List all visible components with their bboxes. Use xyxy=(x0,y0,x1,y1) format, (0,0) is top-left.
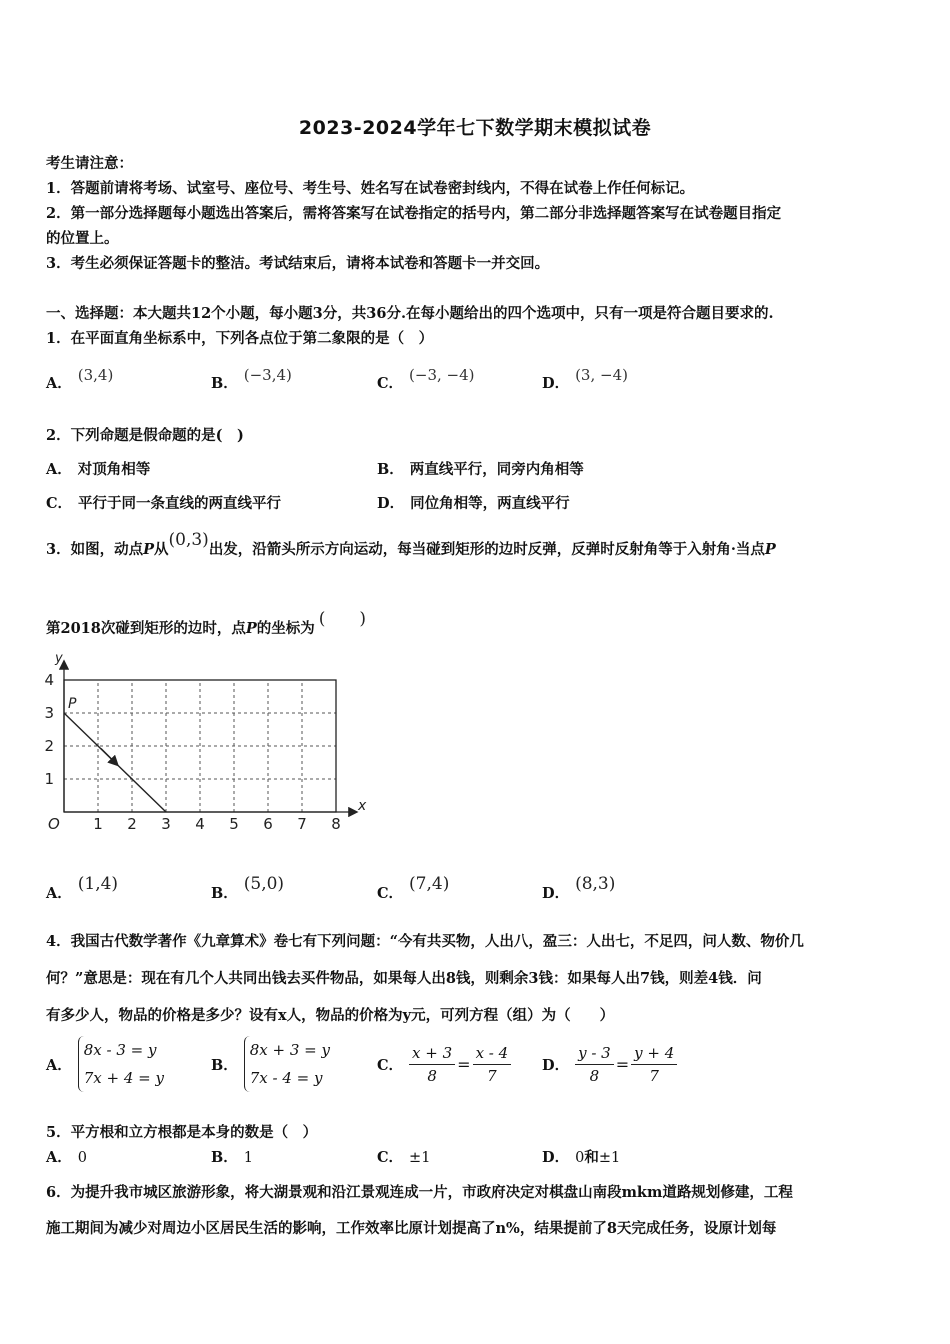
option-label: D． xyxy=(542,375,570,392)
option-label: A． xyxy=(46,885,72,902)
option-label: D． xyxy=(542,1057,570,1074)
q3-text: 出发，沿箭头所示方向运动，每当碰到矩形的边时反弹，反弹时反射角等于入射角 xyxy=(208,541,731,558)
x-axis-label: x xyxy=(358,798,367,814)
notice-item: 2．第一部分选择题每小题选出答案后，需将答案写在试卷指定的括号内，第二部分非选择题答案写在试卷题目指定 xyxy=(46,205,782,222)
y-tick-label: 3 xyxy=(44,704,54,722)
question-6-stem: 施工期间为减少对周边小区居民生活的影响，工作效率比原计划提高了n%，结果提前了8天完成任务，设原计划每 xyxy=(46,1220,777,1237)
option-value: (7,4) xyxy=(409,874,450,894)
q3-point-p: P xyxy=(245,620,257,637)
option-value: (−3, −4) xyxy=(409,366,475,384)
option-value: 0 xyxy=(77,1150,87,1166)
option-value: (8,3) xyxy=(575,874,616,894)
q1-option-a[interactable] xyxy=(46,366,114,393)
option-value: 对顶角相等 xyxy=(77,461,151,478)
page-title: 2023-2024学年七下数学期末模拟试卷 xyxy=(298,117,652,139)
equation-system xyxy=(244,1036,330,1092)
q2-option-a[interactable] xyxy=(46,458,150,479)
question-4-stem: 有多少人，物品的价格是多少？设有x人，物品的价格为y元，可列方程（组）为（ ） xyxy=(46,1007,615,1024)
question-4-stem: 4．我国古代数学著作《九章算术》卷七有下列问题：“今有共买物，人出八，盈三：人出七，不足四，问人数、物价几 xyxy=(46,933,804,950)
q2-option-c[interactable] xyxy=(46,492,281,513)
direction-arrow xyxy=(101,749,117,765)
option-label: B． xyxy=(377,461,404,478)
q3-option-c[interactable] xyxy=(377,874,450,903)
option-value: (1,4) xyxy=(77,874,119,894)
section-heading: 一、选择题：本大题共12个小题，每小题3分，共36分.在每小题给出的四个选项中，只有一项是符合题目要求的. xyxy=(46,305,774,322)
option-label: C． xyxy=(377,1149,404,1166)
numerator: x + 3 xyxy=(409,1042,455,1065)
y-tick-label: 4 xyxy=(44,671,54,689)
option-value: 同位角相等，两直线平行 xyxy=(410,495,570,512)
question-4-stem: 何？”意思是：现在有几个人共同出钱去买件物品，如果每人出8钱，则剩余3钱：如果每人出7钱，则差4钱．问 xyxy=(46,970,762,987)
option-label: D． xyxy=(542,885,570,902)
denominator: 8 xyxy=(589,1067,600,1085)
option-value: ±1 xyxy=(409,1150,431,1166)
notice-item: 的位置上。 xyxy=(46,230,119,247)
x-tick-label: 6 xyxy=(263,815,273,833)
question-3-stem xyxy=(46,530,776,559)
equation: 7x - 4 = y xyxy=(249,1069,323,1087)
q3-point-p: P xyxy=(143,541,154,558)
x-tick-label: 7 xyxy=(297,815,307,833)
q4-option-c[interactable] xyxy=(377,1042,511,1087)
notice-heading: 考生请注意： xyxy=(46,155,133,172)
y-tick-label: 1 xyxy=(44,770,54,788)
q3-point-p: P xyxy=(764,541,776,558)
point-p-label: P xyxy=(68,696,77,712)
q3-text: 第2018次碰到矩形的边时，点 xyxy=(46,620,246,637)
option-value: 0 xyxy=(575,1150,585,1166)
denominator: 7 xyxy=(487,1067,497,1085)
x-tick-label: 3 xyxy=(161,815,171,833)
equals-sign: = xyxy=(457,1055,471,1074)
y-tick-label: 2 xyxy=(44,737,54,755)
option-value: 两直线平行，同旁内角相等 xyxy=(409,461,584,478)
question-2-stem: 2．下列命题是假命题的是( ) xyxy=(46,427,244,444)
q3-text: 3．如图，动点 xyxy=(46,541,144,558)
option-value: (−3,4) xyxy=(243,366,292,384)
q3-option-b[interactable] xyxy=(211,874,285,903)
q3-start-coord: (0,3) xyxy=(168,530,209,550)
q5-option-d[interactable] xyxy=(542,1146,620,1167)
x-tick-label: 5 xyxy=(229,815,239,833)
q2-option-b[interactable] xyxy=(377,458,584,479)
x-tick-label: 2 xyxy=(127,815,137,833)
option-label: D． xyxy=(377,495,405,512)
origin-label: O xyxy=(48,815,60,833)
q3-text: 的坐标为 xyxy=(256,620,315,637)
numerator: y - 3 xyxy=(575,1042,614,1065)
notice-item: 3．考生必须保证答题卡的整洁。考试结束后，请将本试卷和答题卡一并交回。 xyxy=(46,255,550,272)
equation: 8x - 3 = y xyxy=(83,1041,157,1059)
equation: 7x + 4 = y xyxy=(83,1069,164,1087)
option-label: A． xyxy=(46,1149,72,1166)
option-value: 1 xyxy=(243,1150,253,1166)
option-label: C． xyxy=(46,495,73,512)
option-label: B． xyxy=(211,1056,238,1074)
option-value: 平行于同一条直线的两直线平行 xyxy=(78,495,282,512)
q1-option-b[interactable] xyxy=(211,366,292,393)
option-label: C． xyxy=(377,375,404,392)
option-value: ±1 xyxy=(598,1150,621,1166)
numerator: x - 4 xyxy=(473,1042,512,1065)
q3-text: 从 xyxy=(154,541,169,558)
question-5-stem: 5．平方根和立方根都是本身的数是（ ） xyxy=(46,1124,318,1141)
equals-sign: = xyxy=(615,1055,630,1074)
fraction xyxy=(473,1042,512,1087)
x-tick-label: 8 xyxy=(331,815,341,833)
q4-option-b[interactable] xyxy=(211,1036,330,1092)
option-label: A． xyxy=(46,375,72,392)
option-value: (5,0) xyxy=(243,874,285,894)
denominator: 7 xyxy=(649,1067,659,1085)
option-text: 和 xyxy=(584,1149,599,1166)
denominator: 8 xyxy=(427,1067,437,1085)
q5-option-b[interactable] xyxy=(211,1146,253,1167)
q2-option-d[interactable] xyxy=(377,492,570,513)
q3-coordinate-figure xyxy=(40,652,370,837)
option-value: (3, −4) xyxy=(575,366,628,384)
option-label: C． xyxy=(377,1057,404,1074)
q1-option-d[interactable] xyxy=(542,366,628,393)
q3-answer-paren: ( ) xyxy=(318,609,367,629)
option-label: D． xyxy=(542,1149,570,1166)
q4-option-d[interactable] xyxy=(542,1042,677,1087)
q5-option-a[interactable] xyxy=(46,1146,87,1167)
equation: 8x + 3 = y xyxy=(249,1041,330,1059)
x-tick-label: 1 xyxy=(93,815,103,833)
question-6-stem: 6．为提升我市城区旅游形象，将大湖景观和沿江景观连成一片，市政府决定对棋盘山南段mkm道路规划修建，工程 xyxy=(46,1184,793,1201)
x-tick-label: 4 xyxy=(195,815,205,833)
option-label: B． xyxy=(211,1149,238,1166)
option-label: A． xyxy=(46,1056,72,1074)
option-label: C． xyxy=(377,885,404,902)
q3-option-a[interactable] xyxy=(46,874,119,903)
q3-option-d[interactable] xyxy=(542,874,616,903)
q5-option-c[interactable] xyxy=(377,1146,430,1167)
equation-system xyxy=(78,1036,164,1092)
q4-option-a[interactable] xyxy=(46,1036,164,1092)
notice-item: 1．答题前请将考场、试室号、座位号、考生号、姓名写在试卷密封线内，不得在试卷上作任何标记。 xyxy=(46,180,695,197)
option-value: (3,4) xyxy=(77,366,114,384)
fraction xyxy=(631,1042,677,1087)
option-label: B． xyxy=(211,375,238,392)
question-3-stem-cont xyxy=(46,609,367,638)
y-axis-label: y xyxy=(55,652,63,666)
q1-option-c[interactable] xyxy=(377,366,475,393)
question-1-stem: 1．在平面直角坐标系中，下列各点位于第二象限的是（ ） xyxy=(46,330,434,347)
option-label: A． xyxy=(46,461,72,478)
fraction xyxy=(575,1042,614,1087)
fraction xyxy=(409,1042,455,1087)
option-label: B． xyxy=(211,885,238,902)
numerator: y + 4 xyxy=(631,1042,677,1065)
q3-text: ·当点 xyxy=(730,541,765,558)
